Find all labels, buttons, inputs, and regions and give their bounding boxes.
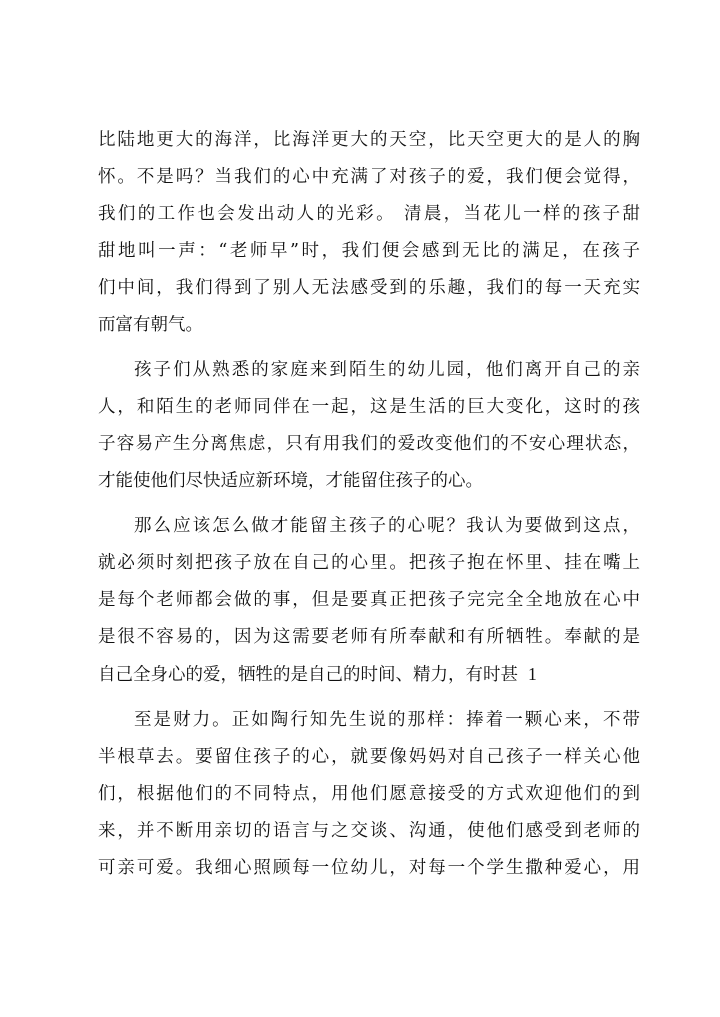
paragraph-line: 可亲可爱。我细心照顾每一位幼儿，对每一个学生撒种爱心，用: [98, 858, 640, 878]
paragraph-line: 至是财力。正如陶行知先生说的那样：捧着一颗心来，不带: [134, 710, 640, 730]
paragraph-line: 来，并不断用亲切的语言与之交谈、沟通，使他们感受到老师的: [98, 821, 640, 841]
paragraph-line: 甜地叫一声：“老师早”时，我们便会感到无比的满足，在孩子: [98, 241, 640, 261]
paragraph-line: 们中间，我们得到了别人无法感受到的乐趣，我们的每一天充实: [98, 278, 640, 298]
paragraph-line: 子容易产生分离焦虑，只有用我们的爱改变他们的不安心理状态，: [98, 434, 640, 454]
paragraph-line-text: 自己全身心的爱，牺牲的是自己的时间、精力，有时甚: [98, 665, 518, 685]
page-number: 1: [528, 664, 537, 684]
paragraph-line: 那么应该怎么做才能留主孩子的心呢？我认为要做到这点，: [134, 516, 640, 536]
paragraph-line: 怀。不是吗？当我们的心中充满了对孩子的爱，我们便会觉得，: [98, 167, 640, 187]
paragraph-line: 比陆地更大的海洋，比海洋更大的天空，比天空更大的是人的胸: [98, 130, 640, 150]
paragraph-line: 就必须时刻把孩子放在自己的心里。把孩子抱在怀里、挂在嘴上: [98, 553, 640, 573]
paragraph-line: [98, 662, 537, 686]
paragraph-line: 们，根据他们的不同特点，用他们愿意接受的方式欢迎他们的到: [98, 784, 640, 804]
paragraph-line: 才能使他们尽快适应新环境，才能留住孩子的心。: [98, 471, 483, 491]
paragraph-line: 人，和陌生的老师同伴在一起，这是生活的巨大变化，这时的孩: [98, 397, 640, 417]
paragraph-line: 是很不容易的，因为这需要老师有所奉献和有所牺牲。奉献的是: [98, 627, 640, 647]
paragraph-line: 而富有朝气。: [98, 315, 203, 335]
paragraph-line: 是每个老师都会做的事，但是要真正把孩子完完全全地放在心中: [98, 590, 640, 610]
paragraph-line: 孩子们从熟悉的家庭来到陌生的幼儿园，他们离开自己的亲: [134, 360, 640, 380]
paragraph-line: 我们的工作也会发出动人的光彩。 清晨，当花儿一样的孩子甜: [98, 204, 640, 224]
paragraph-line: 半根草去。要留住孩子的心，就要像妈妈对自己孩子一样关心他: [98, 747, 640, 767]
